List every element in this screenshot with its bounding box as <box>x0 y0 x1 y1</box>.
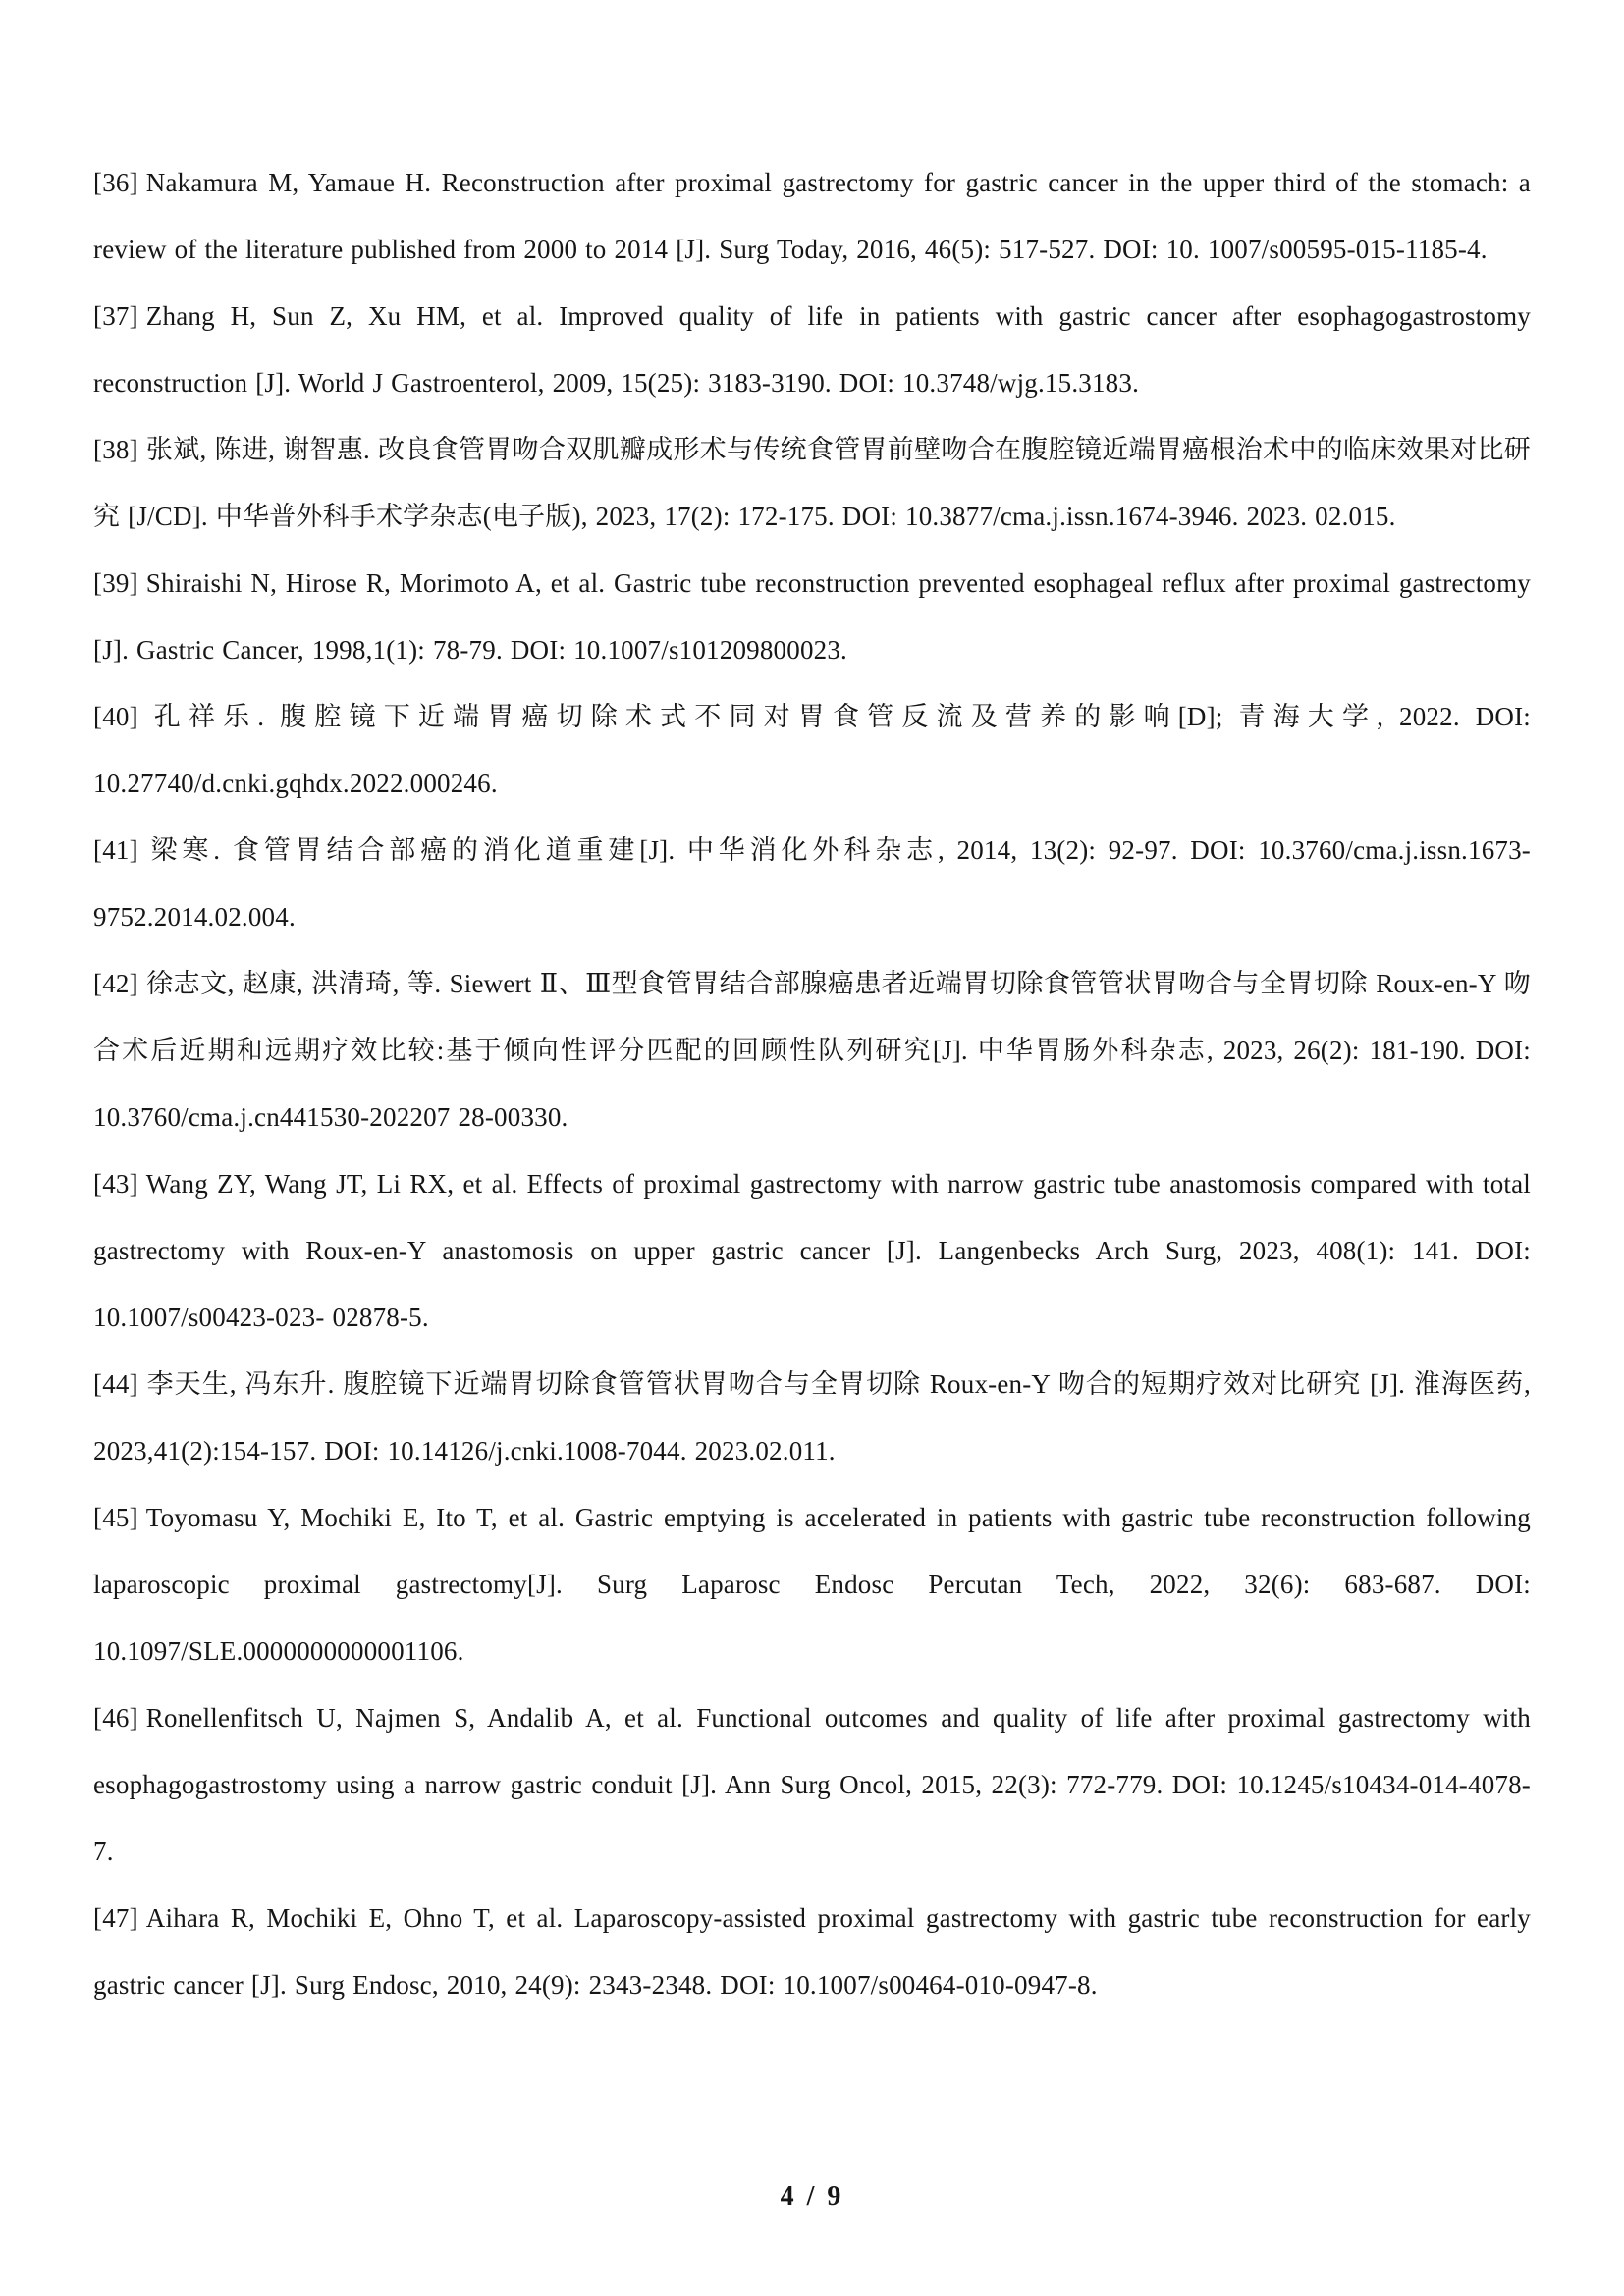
page-number: 4 / 9 <box>780 2181 844 2212</box>
reference-label: [39] <box>93 568 138 598</box>
reference-item <box>93 1484 1531 1684</box>
reference-text: Zhang H, Sun Z, Xu HM, et al. Improved quality of life in patients with gastric cancer after esophagogastrostomy reconstruction [J]. World J Gastroenterol, 2009, 15(25): 3183-3190. DOI: 10.3748/wjg.15.3183. <box>93 301 1531 398</box>
reference-label: [36] <box>93 168 138 197</box>
reference-item <box>93 1684 1531 1885</box>
reference-text: Nakamura M, Yamaue H. Reconstruction after proximal gastrectomy for gastric cancer in the upper third of the stomach: a review of the literature published from 2000 to 2014 [J]. Surg Today, 2016, 46(5): 517-527. DOI: 10. 1007/s00595-015-1185-4. <box>93 168 1531 264</box>
reference-text: 李天生, 冯东升. 腹腔镜下近端胃切除食管管状胃吻合与全胃切除 Roux-en-Y 吻合的短期疗效对比研究 [J]. 淮海医药, 2023,41(2):154-157. DOI: 10.14126/j.cnki.1008-7044. 2023.02.011. <box>93 1369 1531 1466</box>
reference-label: [42] <box>93 969 138 998</box>
reference-text: 张斌, 陈进, 谢智惠. 改良食管胃吻合双肌瓣成形术与传统食管胃前壁吻合在腹腔镜近端胃癌根治术中的临床效果对比研究 [J/CD]. 中华普外科手术学杂志(电子版), 2023, 17(2): 172-175. DOI: 10.3877/cma.j.issn.1674-3946. 2023. 02.015. <box>93 435 1531 531</box>
reference-label: [37] <box>93 301 138 331</box>
reference-text: 梁寒. 食管胃结合部癌的消化道重建[J]. 中华消化外科杂志, 2014, 13(2): 92-97. DOI: 10.3760/cma.j.issn.1673- 9752.2014.02.004. <box>93 835 1531 932</box>
reference-item <box>93 416 1531 550</box>
reference-text: 孔祥乐. 腹腔镜下近端胃癌切除术式不同对胃食管反流及营养的影响[D]; 青海大学, 2022. DOI: 10.27740/d.cnki.gqhdx.2022.000246. <box>93 702 1531 798</box>
reference-label: [47] <box>93 1903 138 1933</box>
reference-item <box>93 683 1531 817</box>
reference-item <box>93 817 1531 950</box>
reference-label: [40] <box>93 702 138 731</box>
reference-label: [43] <box>93 1169 138 1199</box>
reference-label: [45] <box>93 1503 138 1532</box>
reference-item <box>93 283 1531 416</box>
reference-label: [46] <box>93 1703 138 1733</box>
reference-item <box>93 550 1531 683</box>
reference-text: 徐志文, 赵康, 洪清琦, 等. Siewert Ⅱ、Ⅲ型食管胃结合部腺癌患者近端胃切除食管管状胃吻合与全胃切除 Roux-en-Y 吻合术后近期和远期疗效比较:基于倾向性评分匹配的回顾性队列研究[J]. 中华胃肠外科杂志, 2023, 26(2): 181-190. DOI: 10.3760/cma.j.cn441530-202207 28-00330. <box>93 969 1531 1132</box>
reference-item <box>93 1150 1531 1351</box>
reference-text: Ronellenfitsch U, Najmen S, Andalib A, et al. Functional outcomes and quality of life after proximal gastrectomy with esophagogastrostomy using a narrow gastric conduit [J]. Ann Surg Oncol, 2015, 22(3): 772-779. DOI: 10.1245/s10434-014-4078-7. <box>93 1703 1531 1866</box>
reference-label: [41] <box>93 835 138 865</box>
reference-item <box>93 950 1531 1150</box>
reference-text: Wang ZY, Wang JT, Li RX, et al. Effects of proximal gastrectomy with narrow gastric tube anastomosis compared with total gastrectomy with Roux-en-Y anastomosis on upper gastric cancer [J]. Langenbecks Arch Surg, 2023, 408(1): 141. DOI: 10.1007/s00423-023- 02878-5. <box>93 1169 1531 1332</box>
reference-item <box>93 1351 1531 1484</box>
reference-label: [44] <box>93 1369 138 1399</box>
reference-item <box>93 149 1531 283</box>
references-list <box>93 149 1531 2018</box>
reference-label: [38] <box>93 435 138 464</box>
reference-text: Aihara R, Mochiki E, Ohno T, et al. Laparoscopy-assisted proximal gastrectomy with gastric tube reconstruction for early gastric cancer [J]. Surg Endosc, 2010, 24(9): 2343-2348. DOI: 10.1007/s00464-010-0947-8. <box>93 1903 1531 2000</box>
reference-text: Toyomasu Y, Mochiki E, Ito T, et al. Gastric emptying is accelerated in patients with gastric tube reconstruction following laparoscopic proximal gastrectomy[J]. Surg Laparosc Endosc Percutan Tech, 2022, 32(6): 683-687. DOI: 10.1097/SLE.0000000000001106. <box>93 1503 1531 1666</box>
reference-text: Shiraishi N, Hirose R, Morimoto A, et al. Gastric tube reconstruction prevented esophageal reflux after proximal gastrectomy [J]. Gastric Cancer, 1998,1(1): 78-79. DOI: 10.1007/s101209800023. <box>93 568 1531 665</box>
reference-item <box>93 1885 1531 2018</box>
